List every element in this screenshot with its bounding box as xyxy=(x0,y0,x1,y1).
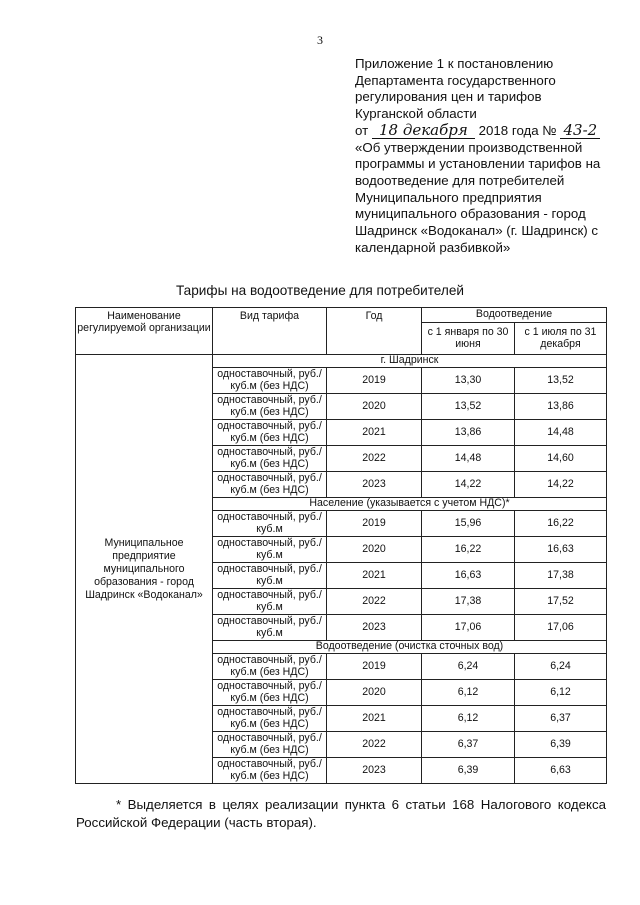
section-title: Население (указывается с учетом НДС)* xyxy=(213,498,607,511)
year-cell: 2021 xyxy=(327,706,422,732)
tariff-type-cell: одноставочный, руб./куб.м (без НДС) xyxy=(213,446,327,472)
period-1-value: 17,06 xyxy=(422,615,515,641)
period-1-value: 13,30 xyxy=(422,368,515,394)
period-2-value: 16,22 xyxy=(515,511,607,537)
table-title: Тарифы на водоотведение для потребителей xyxy=(175,283,465,298)
tariff-type-cell: одноставочный, руб./куб.м xyxy=(213,589,327,615)
header-year: Год xyxy=(327,308,422,355)
tariff-type-cell: одноставочный, руб./куб.м xyxy=(213,537,327,563)
year-cell: 2020 xyxy=(327,394,422,420)
appendix-header xyxy=(355,56,625,256)
subject-line: программы и установлении тарифов на xyxy=(355,156,601,172)
period-2-value: 6,24 xyxy=(515,654,607,680)
period-1-value: 6,12 xyxy=(422,680,515,706)
period-1-value: 13,52 xyxy=(422,394,515,420)
appendix-line: Приложение 1 к постановлению xyxy=(355,56,554,71)
period-1-value: 6,39 xyxy=(422,758,515,784)
handwritten-date: 18 декабря xyxy=(372,123,475,139)
tariff-type-cell: одноставочный, руб./куб.м (без НДС) xyxy=(213,472,327,498)
subject-line: водоотведение для потребителей xyxy=(355,172,565,188)
date-suffix: 2018 года № xyxy=(478,122,557,138)
tariff-type-cell: одноставочный, руб./куб.м xyxy=(213,511,327,537)
period-2-value: 6,63 xyxy=(515,758,607,784)
header-period-2: с 1 июля по 31 декабря xyxy=(515,323,607,355)
period-2-value: 13,52 xyxy=(515,368,607,394)
period-2-value: 14,22 xyxy=(515,472,607,498)
period-2-value: 6,37 xyxy=(515,706,607,732)
period-1-value: 17,38 xyxy=(422,589,515,615)
period-1-value: 6,37 xyxy=(422,732,515,758)
year-cell: 2022 xyxy=(327,589,422,615)
period-2-value: 17,52 xyxy=(515,589,607,615)
tariff-type-cell: одноставочный, руб./куб.м (без НДС) xyxy=(213,654,327,680)
year-cell: 2020 xyxy=(327,680,422,706)
tariffs-table xyxy=(75,307,607,784)
tariff-type-cell: одноставочный, руб./куб.м xyxy=(213,563,327,589)
tariff-type-cell: одноставочный, руб./куб.м (без НДС) xyxy=(213,368,327,394)
subject-line: муниципального образования - город xyxy=(355,206,586,222)
section-title: г. Шадринск xyxy=(213,355,607,368)
year-cell: 2023 xyxy=(327,472,422,498)
year-cell: 2022 xyxy=(327,446,422,472)
period-2-value: 13,86 xyxy=(515,394,607,420)
subject-line: Муниципального предприятия xyxy=(355,189,542,205)
year-cell: 2020 xyxy=(327,537,422,563)
period-1-value: 6,24 xyxy=(422,654,515,680)
year-cell: 2019 xyxy=(327,654,422,680)
section-row xyxy=(76,355,607,368)
date-prefix: от xyxy=(355,122,369,138)
year-cell: 2023 xyxy=(327,615,422,641)
period-1-value: 14,48 xyxy=(422,446,515,472)
section-title: Водоотведение (очистка сточных вод) xyxy=(213,641,607,654)
header-group: Водоотведение xyxy=(422,308,607,323)
year-cell: 2021 xyxy=(327,420,422,446)
footnote: * Выделяется в целях реализации пункта 6 статьи 168 Налогового кодекса Российской Федерации (часть вторая). xyxy=(76,797,606,830)
period-1-value: 16,22 xyxy=(422,537,515,563)
year-cell: 2021 xyxy=(327,563,422,589)
tariff-type-cell: одноставочный, руб./куб.м (без НДС) xyxy=(213,394,327,420)
period-1-value: 16,63 xyxy=(422,563,515,589)
period-2-value: 17,38 xyxy=(515,563,607,589)
period-2-value: 16,63 xyxy=(515,537,607,563)
tariff-type-cell: одноставочный, руб./куб.м (без НДС) xyxy=(213,758,327,784)
subject-line: «Об утверждении производственной xyxy=(355,139,583,155)
period-2-value: 14,48 xyxy=(515,420,607,446)
period-2-value: 17,06 xyxy=(515,615,607,641)
period-2-value: 6,12 xyxy=(515,680,607,706)
tariff-type-cell: одноставочный, руб./куб.м xyxy=(213,615,327,641)
tariff-type-cell: одноставочный, руб./куб.м (без НДС) xyxy=(213,706,327,732)
header-organization: Наименование регулируемой организации xyxy=(76,308,213,355)
period-2-value: 6,39 xyxy=(515,732,607,758)
appendix-date-line xyxy=(355,120,625,140)
year-cell: 2022 xyxy=(327,732,422,758)
tariff-type-cell: одноставочный, руб./куб.м (без НДС) xyxy=(213,420,327,446)
subject-line: календарной разбивкой» xyxy=(355,239,511,255)
year-cell: 2019 xyxy=(327,511,422,537)
period-1-value: 6,12 xyxy=(422,706,515,732)
period-1-value: 15,96 xyxy=(422,511,515,537)
appendix-line: регулирования цен и тарифов xyxy=(355,89,542,105)
period-1-value: 13,86 xyxy=(422,420,515,446)
organization-name: Муниципальное предприятие муниципального образования - город Шадринск «Водоканал» xyxy=(76,355,213,784)
appendix-line: Курганской области xyxy=(355,106,477,122)
header-period-1: с 1 января по 30 июня xyxy=(422,323,515,355)
handwritten-number: 43-2 xyxy=(560,123,600,139)
year-cell: 2023 xyxy=(327,758,422,784)
appendix-line: Департамента государственного xyxy=(355,72,556,88)
subject-line: Шадринск «Водоканал» (г. Шадринск) с xyxy=(355,223,599,239)
page-number: 3 xyxy=(317,33,323,47)
tariff-type-cell: одноставочный, руб./куб.м (без НДС) xyxy=(213,680,327,706)
period-1-value: 14,22 xyxy=(422,472,515,498)
header-tariff-type: Вид тарифа xyxy=(213,308,327,355)
tariff-type-cell: одноставочный, руб./куб.м (без НДС) xyxy=(213,732,327,758)
period-2-value: 14,60 xyxy=(515,446,607,472)
year-cell: 2019 xyxy=(327,368,422,394)
